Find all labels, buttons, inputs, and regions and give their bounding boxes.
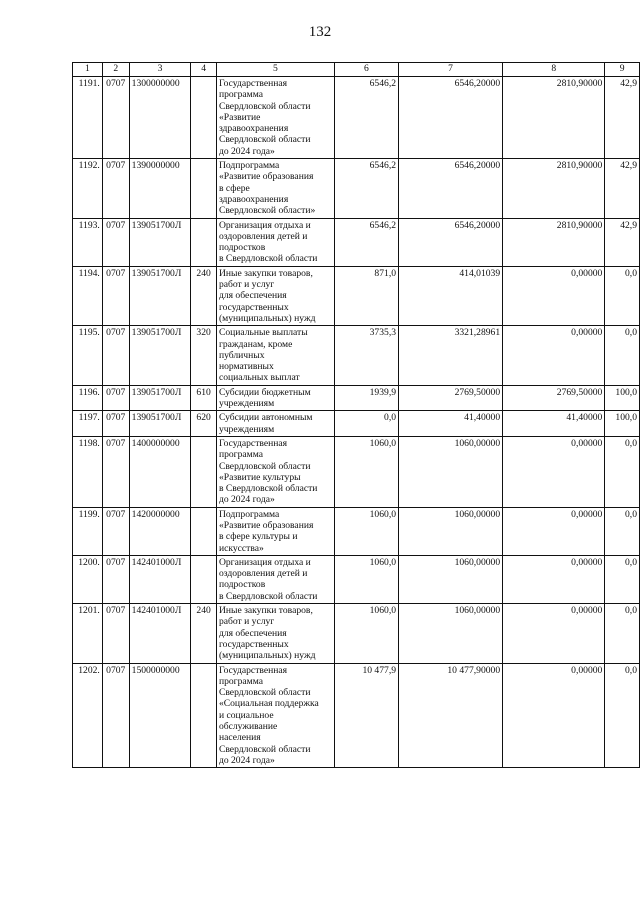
- percent-value: 0,0: [605, 555, 640, 603]
- row-number: 1200.: [73, 555, 103, 603]
- expense-type: 240: [191, 604, 217, 663]
- executed-value: 2810,90000: [503, 218, 605, 266]
- approved-value: 6546,20000: [399, 218, 503, 266]
- budget-table: [72, 62, 640, 768]
- expense-type: [191, 555, 217, 603]
- item-name: Государственная программа Свердловской области «Развитие здравоохранения Свердловской области до 2024 года»: [216, 77, 334, 159]
- table-row: [73, 411, 640, 437]
- column-header: 2: [102, 63, 129, 77]
- expense-type: [191, 507, 217, 555]
- approved-value: 1060,00000: [399, 436, 503, 507]
- approved-value: 1060,00000: [399, 555, 503, 603]
- page-number: 132: [308, 24, 332, 40]
- row-number: 1191.: [73, 77, 103, 159]
- plan-value: 6546,2: [334, 218, 398, 266]
- column-header: 6: [334, 63, 398, 77]
- table-row: [73, 385, 640, 411]
- target-code: 139051700Л: [129, 218, 191, 266]
- section-code: 0707: [102, 436, 129, 507]
- row-number: 1202.: [73, 663, 103, 768]
- item-name: Иные закупки товаров, работ и услуг для обеспечения государственных (муниципальных) нужд: [216, 266, 334, 325]
- table-row: [73, 266, 640, 325]
- plan-value: 1939,9: [334, 385, 398, 411]
- table-row: [73, 436, 640, 507]
- executed-value: 0,00000: [503, 663, 605, 768]
- section-code: 0707: [102, 555, 129, 603]
- expense-type: 240: [191, 266, 217, 325]
- expense-type: 620: [191, 411, 217, 437]
- table-row: [73, 159, 640, 218]
- target-code: 139051700Л: [129, 326, 191, 385]
- row-number: 1196.: [73, 385, 103, 411]
- plan-value: 1060,0: [334, 436, 398, 507]
- approved-value: 1060,00000: [399, 604, 503, 663]
- executed-value: 0,00000: [503, 326, 605, 385]
- row-number: 1192.: [73, 159, 103, 218]
- row-number: 1195.: [73, 326, 103, 385]
- target-code: 139051700Л: [129, 266, 191, 325]
- percent-value: 100,0: [605, 385, 640, 411]
- item-name: Организация отдыха и оздоровления детей и подростков в Свердловской области: [216, 555, 334, 603]
- item-name: Подпрограмма «Развитие образования в сфере культуры и искусства»: [216, 507, 334, 555]
- plan-value: 6546,2: [334, 159, 398, 218]
- executed-value: 0,00000: [503, 436, 605, 507]
- section-code: 0707: [102, 218, 129, 266]
- plan-value: 10 477,9: [334, 663, 398, 768]
- plan-value: 1060,0: [334, 555, 398, 603]
- row-number: 1193.: [73, 218, 103, 266]
- header-row: [73, 63, 640, 77]
- executed-value: 0,00000: [503, 507, 605, 555]
- table-row: [73, 555, 640, 603]
- percent-value: 0,0: [605, 507, 640, 555]
- target-code: 1300000000: [129, 77, 191, 159]
- item-name: Иные закупки товаров, работ и услуг для обеспечения государственных (муниципальных) нужд: [216, 604, 334, 663]
- executed-value: 2810,90000: [503, 159, 605, 218]
- percent-value: 0,0: [605, 604, 640, 663]
- percent-value: 0,0: [605, 326, 640, 385]
- table-row: [73, 218, 640, 266]
- item-name: Государственная программа Свердловской области «Социальная поддержка и социальное обслуживание населения Свердловской области до 2024 года»: [216, 663, 334, 768]
- expense-type: 320: [191, 326, 217, 385]
- target-code: 139051700Л: [129, 411, 191, 437]
- column-header: 5: [216, 63, 334, 77]
- section-code: 0707: [102, 385, 129, 411]
- executed-value: 41,40000: [503, 411, 605, 437]
- table-row: [73, 663, 640, 768]
- expense-type: 610: [191, 385, 217, 411]
- expense-type: [191, 663, 217, 768]
- executed-value: 2810,90000: [503, 77, 605, 159]
- target-code: 1500000000: [129, 663, 191, 768]
- section-code: 0707: [102, 663, 129, 768]
- section-code: 0707: [102, 266, 129, 325]
- column-header: 7: [399, 63, 503, 77]
- percent-value: 0,0: [605, 266, 640, 325]
- plan-value: 1060,0: [334, 507, 398, 555]
- row-number: 1198.: [73, 436, 103, 507]
- target-code: 142401000Л: [129, 555, 191, 603]
- percent-value: 100,0: [605, 411, 640, 437]
- approved-value: 10 477,90000: [399, 663, 503, 768]
- approved-value: 1060,00000: [399, 507, 503, 555]
- percent-value: 0,0: [605, 436, 640, 507]
- percent-value: 0,0: [605, 663, 640, 768]
- table-row: [73, 507, 640, 555]
- approved-value: 6546,20000: [399, 77, 503, 159]
- section-code: 0707: [102, 77, 129, 159]
- section-code: 0707: [102, 159, 129, 218]
- expense-type: [191, 218, 217, 266]
- percent-value: 42,9: [605, 218, 640, 266]
- column-header: 8: [503, 63, 605, 77]
- column-header: 9: [605, 63, 640, 77]
- expense-type: [191, 77, 217, 159]
- percent-value: 42,9: [605, 159, 640, 218]
- section-code: 0707: [102, 326, 129, 385]
- plan-value: 0,0: [334, 411, 398, 437]
- item-name: Организация отдыха и оздоровления детей и подростков в Свердловской области: [216, 218, 334, 266]
- item-name: Субсидии бюджетным учреждениям: [216, 385, 334, 411]
- expense-type: [191, 159, 217, 218]
- row-number: 1194.: [73, 266, 103, 325]
- section-code: 0707: [102, 507, 129, 555]
- item-name: Социальные выплаты гражданам, кроме публичных нормативных социальных выплат: [216, 326, 334, 385]
- executed-value: 0,00000: [503, 555, 605, 603]
- plan-value: 6546,2: [334, 77, 398, 159]
- table-row: [73, 77, 640, 159]
- executed-value: 2769,50000: [503, 385, 605, 411]
- executed-value: 0,00000: [503, 266, 605, 325]
- approved-value: 414,01039: [399, 266, 503, 325]
- row-number: 1199.: [73, 507, 103, 555]
- plan-value: 1060,0: [334, 604, 398, 663]
- row-number: 1201.: [73, 604, 103, 663]
- item-name: Государственная программа Свердловской области «Развитие культуры в Свердловской области до 2024 года»: [216, 436, 334, 507]
- target-code: 1390000000: [129, 159, 191, 218]
- table-row: [73, 604, 640, 663]
- row-number: 1197.: [73, 411, 103, 437]
- percent-value: 42,9: [605, 77, 640, 159]
- executed-value: 0,00000: [503, 604, 605, 663]
- column-header: 1: [73, 63, 103, 77]
- target-code: 1400000000: [129, 436, 191, 507]
- table-row: [73, 326, 640, 385]
- target-code: 139051700Л: [129, 385, 191, 411]
- approved-value: 41,40000: [399, 411, 503, 437]
- approved-value: 6546,20000: [399, 159, 503, 218]
- target-code: 1420000000: [129, 507, 191, 555]
- expense-type: [191, 436, 217, 507]
- column-header: 4: [191, 63, 217, 77]
- item-name: Подпрограмма «Развитие образования в сфере здравоохранения Свердловской области»: [216, 159, 334, 218]
- item-name: Субсидии автономным учреждениям: [216, 411, 334, 437]
- target-code: 142401000Л: [129, 604, 191, 663]
- section-code: 0707: [102, 604, 129, 663]
- plan-value: 871,0: [334, 266, 398, 325]
- column-header: 3: [129, 63, 191, 77]
- approved-value: 2769,50000: [399, 385, 503, 411]
- section-code: 0707: [102, 411, 129, 437]
- plan-value: 3735,3: [334, 326, 398, 385]
- approved-value: 3321,28961: [399, 326, 503, 385]
